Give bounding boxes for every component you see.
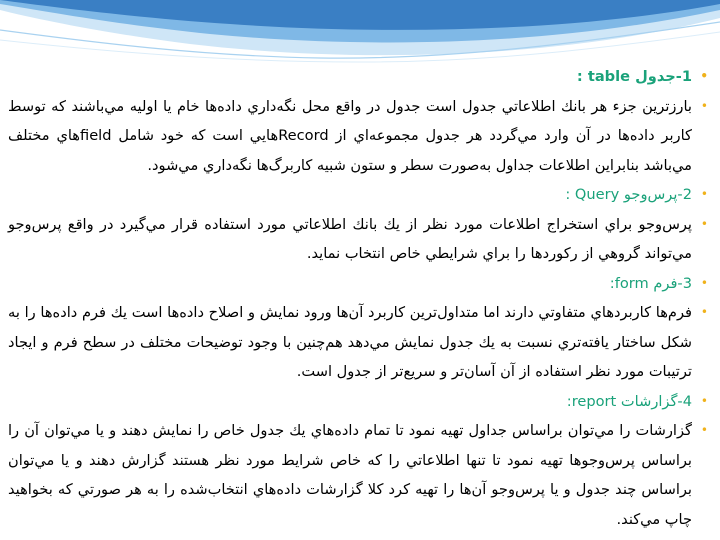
bullet-icon: • [700,98,708,113]
heading-text: 3-فرم form: [609,274,692,292]
paragraph-text: گزارشات را مي‌توان براساس جداول تهيه نمود تا تمام داده‌هاي يك جدول خاص را نمايش دهند و يا مي‌توان آن را براساس پرس‌وجوها تهيه نمود تا تنها اطلاعاتي را كه خاص شرايط مورد نظر هستند گزارش دهند و يا مي‌توان براساس چند جدول و يا پرس‌وجو آن‌ها را تهيه كرد كلا گزارشات داده‌هاي انتخاب‌شده را به هر صورتي كه بخواهيد چاپ مي‌كند. [8,422,692,528]
bullet-icon: • [700,393,708,408]
heading-report [8,387,710,417]
bullet-list [8,62,710,534]
paragraph-text: پرس‌وجو براي استخراج اطلاعات مورد نظر از يك بانك اطلاعاتي مورد استفاده قرار مي‌گيرد در واقع پرس‌وجو مي‌تواند گروهي از ركوردها را براي شرايطي خاص انتخاب نمايد. [8,215,692,262]
bullet-icon: • [700,69,708,83]
paragraph-table [8,92,710,181]
bullet-icon: • [700,216,708,231]
bullet-icon: • [700,275,708,290]
heading-text: 1-جدول table : [576,68,692,85]
wave-header-decoration [0,0,720,70]
heading-text: 2-پرس‌وجو Query : [565,186,692,203]
paragraph-query [8,210,710,269]
bullet-icon: • [700,423,708,437]
paragraph-form [8,298,710,387]
paragraph-text: بارزترين جزء هر بانك اطلاعاتي جدول است جدول در واقع محل نگه‌داري داده‌ها خام يا اوليه مي‌باشند كه توسط كاربر داده‌ها در آن وارد مي‌گردد هر جدول مجموعه‌اي از Recordهايي است كه خود شامل fieldهاي مختلف مي‌باشد بنابراين اطلاعات جداول به‌صورت سطر و ستون شبيه كاربرگ‌ها نگه‌داري مي‌شود. [8,97,692,174]
heading-form [8,269,710,299]
heading-table [8,62,710,92]
paragraph-text: فرم‌ها كاربردهاي متفاوتي دارند اما متداول‌ترين كاربرد آن‌ها ورود نمايش و اصلاح داده‌ها است يك فرم داده‌ها را به شكل ساختار يافته‌تري نسبت به يك جدول نمايش مي‌دهد هم‌چنين با وجود توضيحات مختلف در سطح فرم و ايجاد ترتيبات مورد نظر استفاده از آن آسان‌تر و سريع‌تر از جدول است. [8,304,692,380]
bullet-icon: • [700,305,708,319]
bullet-icon: • [700,187,708,201]
heading-text: 4-گزارشات report: [566,392,692,410]
paragraph-report [8,416,710,534]
heading-query [8,180,710,210]
